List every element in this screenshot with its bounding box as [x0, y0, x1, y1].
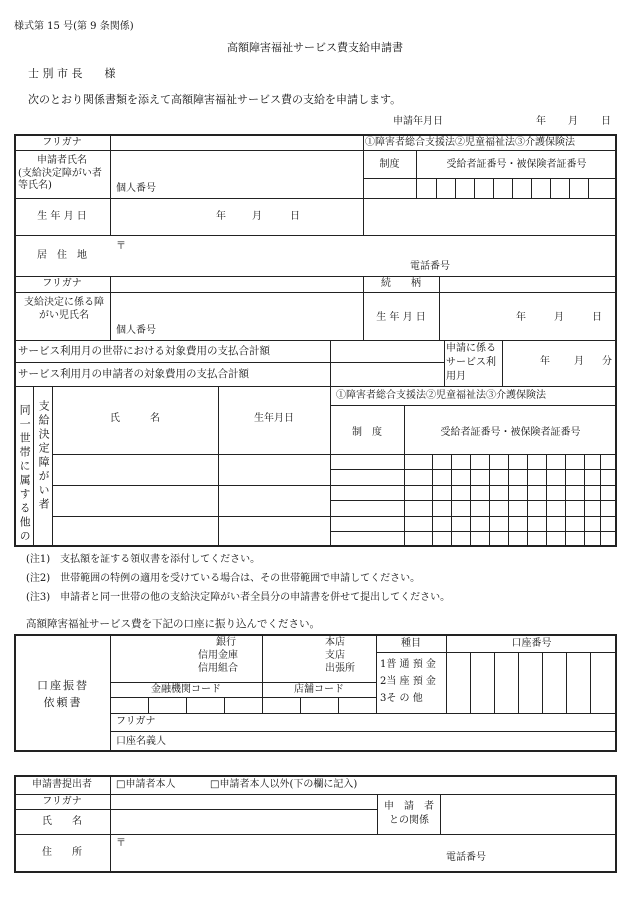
applicant-sub-label: (支給決定障がい者等氏名) — [18, 168, 102, 191]
branch-type-office: 出張所 — [325, 663, 355, 674]
birth-year: 年 — [216, 211, 226, 222]
child-birth-month: 月 — [554, 312, 564, 323]
system-label: 制度 — [379, 159, 400, 170]
form-number: 様式第 15 号(第 9 条関係) — [14, 21, 134, 32]
account-holder-label: 口座名義人 — [116, 736, 166, 747]
note-3: (注3) 申請者と同一世帯の他の支給決定障がい者全員分の申請書を併せて提出してください。 — [26, 592, 451, 603]
law-header: ①障害者総合支援法②児童福祉法③介護保険法 — [365, 137, 575, 148]
submitter-relation-label: 申 請 者との関係 — [384, 801, 434, 826]
date-label: 申請年月日 — [393, 116, 443, 127]
household-system-label: 制 度 — [352, 427, 382, 438]
child-name-label: 支給決定に係る障がい児氏名 — [24, 297, 104, 321]
addressee: 士 別 市 長 様 — [28, 67, 116, 80]
bank-type-shinkin: 信用金庫 — [198, 650, 238, 661]
date-month: 月 — [568, 116, 578, 127]
my-number-label: 個人番号 — [116, 183, 156, 194]
submitter-label: 申請書提出者 — [32, 779, 92, 790]
submitter-address-label: 住 所 — [42, 847, 82, 858]
service-year: 年 — [540, 356, 550, 367]
bank-type-bank: 銀行 — [216, 637, 236, 648]
total-household-label: サービス利用月の世帯における対象費用の支払合計額 — [18, 345, 270, 357]
birth-month: 月 — [252, 211, 262, 222]
furigana-label: フリガナ — [42, 137, 82, 148]
birth-label: 生 年 月 日 — [37, 211, 87, 222]
child-birth-year: 年 — [516, 312, 526, 323]
child-birth-label: 生 年 月 日 — [376, 312, 426, 323]
household-birth-label: 生年月日 — [254, 413, 294, 424]
date-day: 日 — [601, 116, 611, 127]
branch-type-branch: 支店 — [325, 650, 345, 661]
branch-code-label: 店舗コード — [294, 684, 344, 695]
bank-intro: 高額障害福祉サービス費を下記の口座に振り込んでください。 — [26, 618, 320, 630]
submitter-postal-mark: 〒 — [116, 838, 126, 849]
submitter-self-option[interactable]: □申請者本人 — [116, 779, 176, 790]
kind-label: 種目 — [401, 638, 421, 649]
child-birth-day: 日 — [592, 312, 602, 323]
submitter-other-option[interactable]: □申請者本人以外(下の欄に記入) — [210, 779, 358, 790]
note-1: (注1) 支払額を証する領収書を添付してください。 — [26, 554, 261, 565]
household-side-right: 支給決定障がい者 — [37, 400, 51, 512]
note-2: (注2) 世帯範囲の特例の適用を受けている場合は、その世帯範囲で申請してください。 — [26, 573, 421, 584]
household-name-label: 氏 名 — [110, 413, 160, 424]
submitter-furigana-label: フリガナ — [42, 796, 82, 807]
account-number-label: 口座番号 — [511, 638, 552, 649]
phone-label: 電話番号 — [410, 261, 450, 272]
bank-type-kumiai: 信用組合 — [198, 663, 238, 674]
kind-other: 3そ の 他 — [380, 693, 423, 704]
page-title: 高額障害福祉サービス費支給申請書 — [227, 41, 403, 54]
account-transfer-label: 口座振替依頼書 — [37, 679, 89, 709]
household-cert-grid — [432, 454, 617, 547]
total-applicant-label: サービス利用月の申請者の対象費用の支払合計額 — [18, 368, 249, 380]
address-label: 居 住 地 — [37, 250, 87, 261]
intro-text: 次のとおり関係書類を添えて高額障害福祉サービス費の支給を申請します。 — [28, 93, 402, 106]
cert-number-label: 受給者証番号・被保険者証番号 — [446, 159, 587, 170]
institution-code-label: 金融機関コード — [151, 684, 221, 695]
household-cert-label: 受給者証番号・被保険者証番号 — [440, 427, 581, 438]
birth-day: 日 — [290, 211, 300, 222]
household-side-left: 同一世帯に属する他の — [18, 404, 32, 544]
applicant-name-label: 申請者氏名 — [37, 155, 87, 166]
child-my-number: 個人番号 — [116, 325, 156, 336]
submitter-phone-label: 電話番号 — [446, 852, 486, 863]
submitter-name-label: 氏 名 — [42, 816, 82, 827]
branch-type-main: 本店 — [325, 637, 345, 648]
household-law-header: ①障害者総合支援法②児童福祉法③介護保険法 — [336, 390, 546, 401]
service-month: 月 — [574, 356, 584, 367]
service-month-unit: 分 — [602, 356, 612, 367]
kind-current: 2当 座 預 金 — [380, 676, 436, 687]
kind-ordinary: 1普 通 預 金 — [380, 659, 436, 670]
service-month-label: 申請に係るサービス利用月 — [446, 343, 496, 382]
relation-label: 続 柄 — [381, 278, 421, 289]
bank-furigana-label: フリガナ — [116, 716, 156, 727]
postal-mark: 〒 — [116, 241, 126, 252]
date-year: 年 — [536, 116, 546, 127]
furigana-label-child: フリガナ — [42, 278, 82, 289]
